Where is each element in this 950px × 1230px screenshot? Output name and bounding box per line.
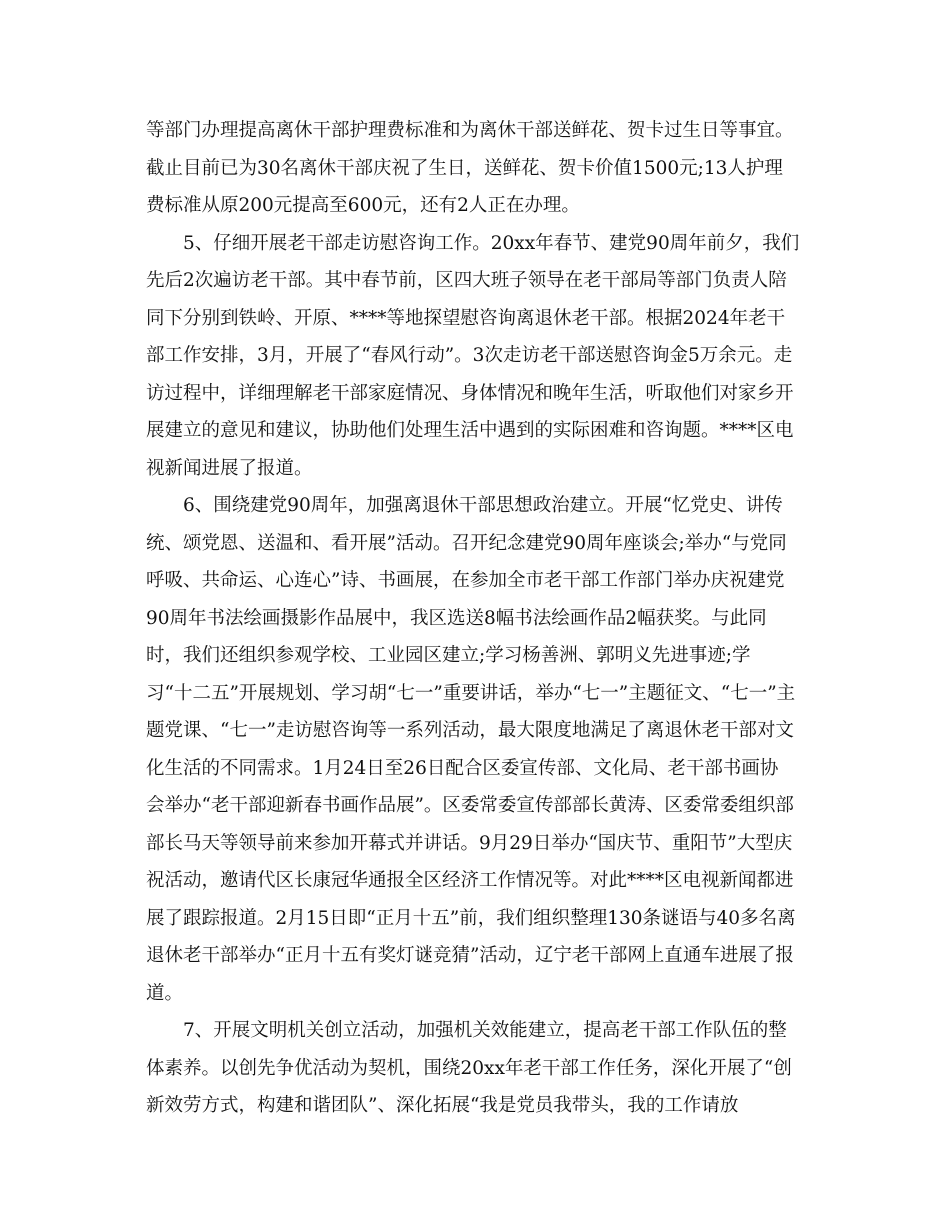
text-line: 访过程中，详细理解老干部家庭情况、身体情况和晚年生活，听取他们对家乡开 <box>146 382 794 404</box>
text-line: 等部门办理提高离休干部护理费标准和为离休干部送鲜花、贺卡过生日等事宜。 <box>146 120 794 141</box>
text-line: 截止目前已为30名离休干部庆祝了生日，送鲜花、贺卡价值1500元;13人护理 <box>146 157 783 179</box>
paragraph-first-line: 5、仔细开展老干部走访慰咨询工作。20xx年春节、建党90周年前夕，我们 <box>183 232 800 254</box>
text-line: 先后2次遍访老干部。其中春节前，区四大班子领导在老干部局等部门负责人陪 <box>146 270 787 291</box>
text-line: 费标准从原200元提高至600元，还有2人正在办理。 <box>146 195 580 216</box>
document-body <box>146 112 809 1125</box>
paragraph-first-line: 7、开展文明机关创立活动，加强机关效能建立，提高老干部工作队伍的整 <box>183 1020 787 1041</box>
text-line: 呼吸、共命运、心连心”诗、书画展，在参加全市老干部工作部门举办庆祝建党 <box>146 570 785 591</box>
text-line: 展建立的意见和建议，协助他们处理生活中遇到的实际困难和咨询题。****区电 <box>146 420 794 441</box>
text-line: 体素养。以创先争优活动为契机，围绕20xx年老干部工作任务，深化开展了“创 <box>146 1057 792 1079</box>
text-line: 同下分别到铁岭、开原、****等地探望慰咨询离退休老干部。根据2024年老干 <box>146 307 786 329</box>
text-line: 部长马天等领导前来参加开幕式并讲话。9月29日举办“国庆节、重阳节”大型庆 <box>146 832 793 854</box>
text-line: 退休老干部举办“正月十五有奖灯谜竞猜”活动，辽宁老干部网上直通车进展了报 <box>146 945 794 966</box>
text-line: 新效劳方式，构建和谐团队”、深化拓展“我是党员我带头，我的工作请放 <box>146 1095 739 1116</box>
text-line: 部工作安排，3月，开展了“春风行动”。3次走访老干部送慰咨询金5万余元。走 <box>146 345 793 366</box>
text-line: 习“十二五”开展规划、学习胡“七一”重要讲话，举办“七一”主题征文、“七一”主 <box>146 682 796 704</box>
text-line: 视新闻进展了报道。 <box>146 457 313 479</box>
text-line: 题党课、“七一”走访慰咨询等一系列活动，最大限度地满足了离退休老干部对文 <box>146 720 794 741</box>
text-line: 展了跟踪报道。2月15日即“正月十五”前，我们组织整理130条谜语与40多名离 <box>146 907 796 929</box>
text-line: 会举办“老干部迎新春书画作品展”。区委常委宣传部部长黄涛、区委常委组织部 <box>146 795 794 816</box>
text-line: 90周年书法绘画摄影作品展中，我区选送8幅书法绘画作品2幅获奖。与此同 <box>146 607 767 629</box>
paragraph-first-line: 6、围绕建党90周年，加强离退休干部思想政治建立。开展“忆党史、讲传 <box>183 495 783 516</box>
text-line: 祝活动，邀请代区长康冠华通报全区经济工作情况等。对此****区电视新闻都进 <box>146 870 794 891</box>
text-line: 化生活的不同需求。1月24日至26日配合区委宣传部、文化局、老干部书画协 <box>146 757 779 779</box>
text-line: 道。 <box>146 982 184 1004</box>
text-line: 统、颂党恩、送温和、看开展”活动。召开纪念建党90周年座谈会;举办“与党同 <box>146 532 787 554</box>
text-line: 时，我们还组织参观学校、工业园区建立;学习杨善洲、郭明义先进事迹;学 <box>146 645 751 666</box>
